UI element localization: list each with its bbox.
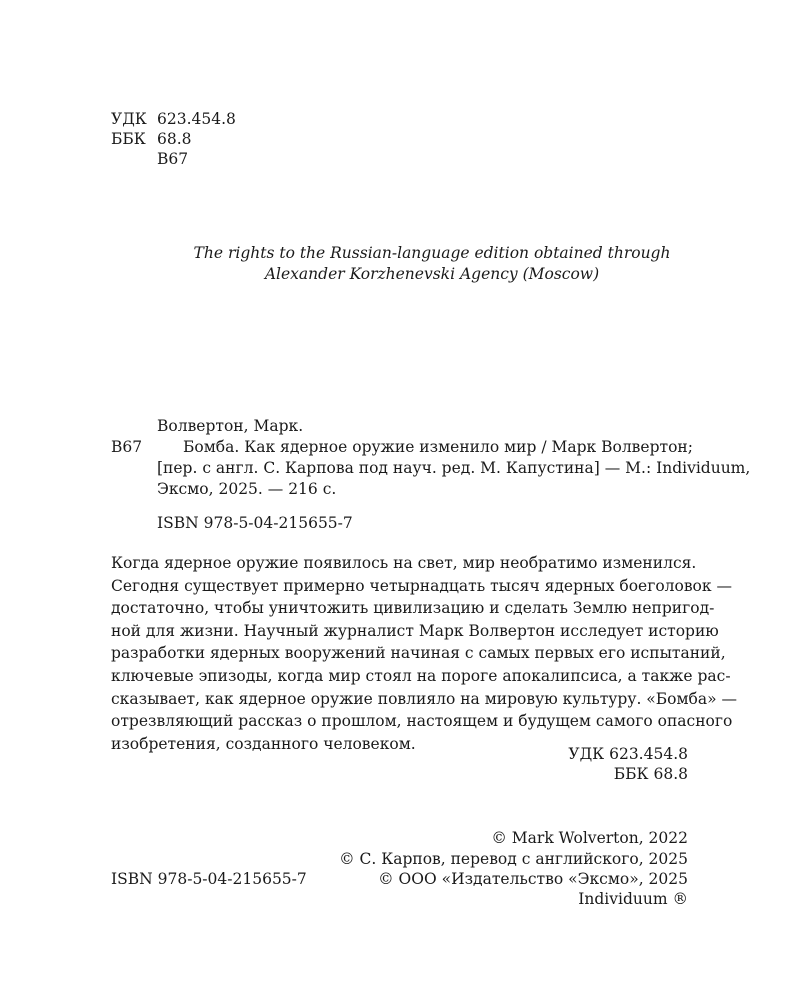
copyright-line-1: © Mark Wolverton, 2022 xyxy=(491,829,688,847)
annotation-line: ной для жизни. Научный журналист Марк Волвертон исследует историю xyxy=(111,621,719,640)
bbk-value: 68.8 xyxy=(157,130,192,148)
bottom-bbk: ББК 68.8 xyxy=(613,765,688,783)
udk-label: УДК xyxy=(111,110,147,128)
annotation-line: изобретения, созданного человеком. xyxy=(111,734,416,753)
rights-notice-line-2: Alexander Korzhenevski Agency (Moscow) xyxy=(264,265,600,283)
biblio-title-line-3: Эксмо, 2025. — 216 с. xyxy=(157,480,337,498)
copyright-line-3: © ООО «Издательство «Эксмо», 2025 xyxy=(378,870,688,888)
biblio-author-sign: В67 xyxy=(111,438,143,456)
annotation-line: разработки ядерных вооружений начиная с самых первых его испытаний, xyxy=(111,644,726,663)
rights-notice-line-1: The rights to the Russian-language edition obtained through xyxy=(193,244,671,262)
annotation-line: Сегодня существует примерно четырнадцать тысяч ядерных боеголовок — xyxy=(111,576,733,595)
udk-value: 623.454.8 xyxy=(157,110,236,128)
annotation-line: отрезвляющий рассказ о прошлом, настоящем и будущем самого опасного xyxy=(111,712,733,731)
biblio-isbn: ISBN 978-5-04-215655-7 xyxy=(157,514,353,532)
biblio-title-line-2: [пер. с англ. С. Карпова под науч. ред. М. Капустина] — М.: Individuum, xyxy=(157,459,751,477)
biblio-title-line-1: Бомба. Как ядерное оружие изменило мир / Марк Волвертон; xyxy=(183,438,693,456)
annotation-line: ключевые эпизоды, когда мир стоял на пороге апокалипсиса, а также рас- xyxy=(111,666,731,685)
author-sign: В67 xyxy=(157,150,189,168)
bottom-isbn: ISBN 978-5-04-215655-7 xyxy=(111,870,307,888)
bbk-label: ББК xyxy=(111,130,146,148)
biblio-author: Волвертон, Марк. xyxy=(157,417,304,435)
copyright-line-4: Individuum ® xyxy=(578,890,688,908)
annotation-line: Когда ядерное оружие появилось на свет, мир необратимо изменился. xyxy=(111,554,697,572)
copyright-line-2: © С. Карпов, перевод с английского, 2025 xyxy=(339,850,688,868)
annotation-paragraph xyxy=(111,552,738,755)
annotation-line: сказывает, как ядерное оружие повлияло на мировую культуру. «Бомба» — xyxy=(111,689,738,708)
bottom-udk: УДК 623.454.8 xyxy=(568,745,688,763)
annotation-line: достаточно, чтобы уничтожить цивилизацию и сделать Землю непригод- xyxy=(111,599,715,618)
